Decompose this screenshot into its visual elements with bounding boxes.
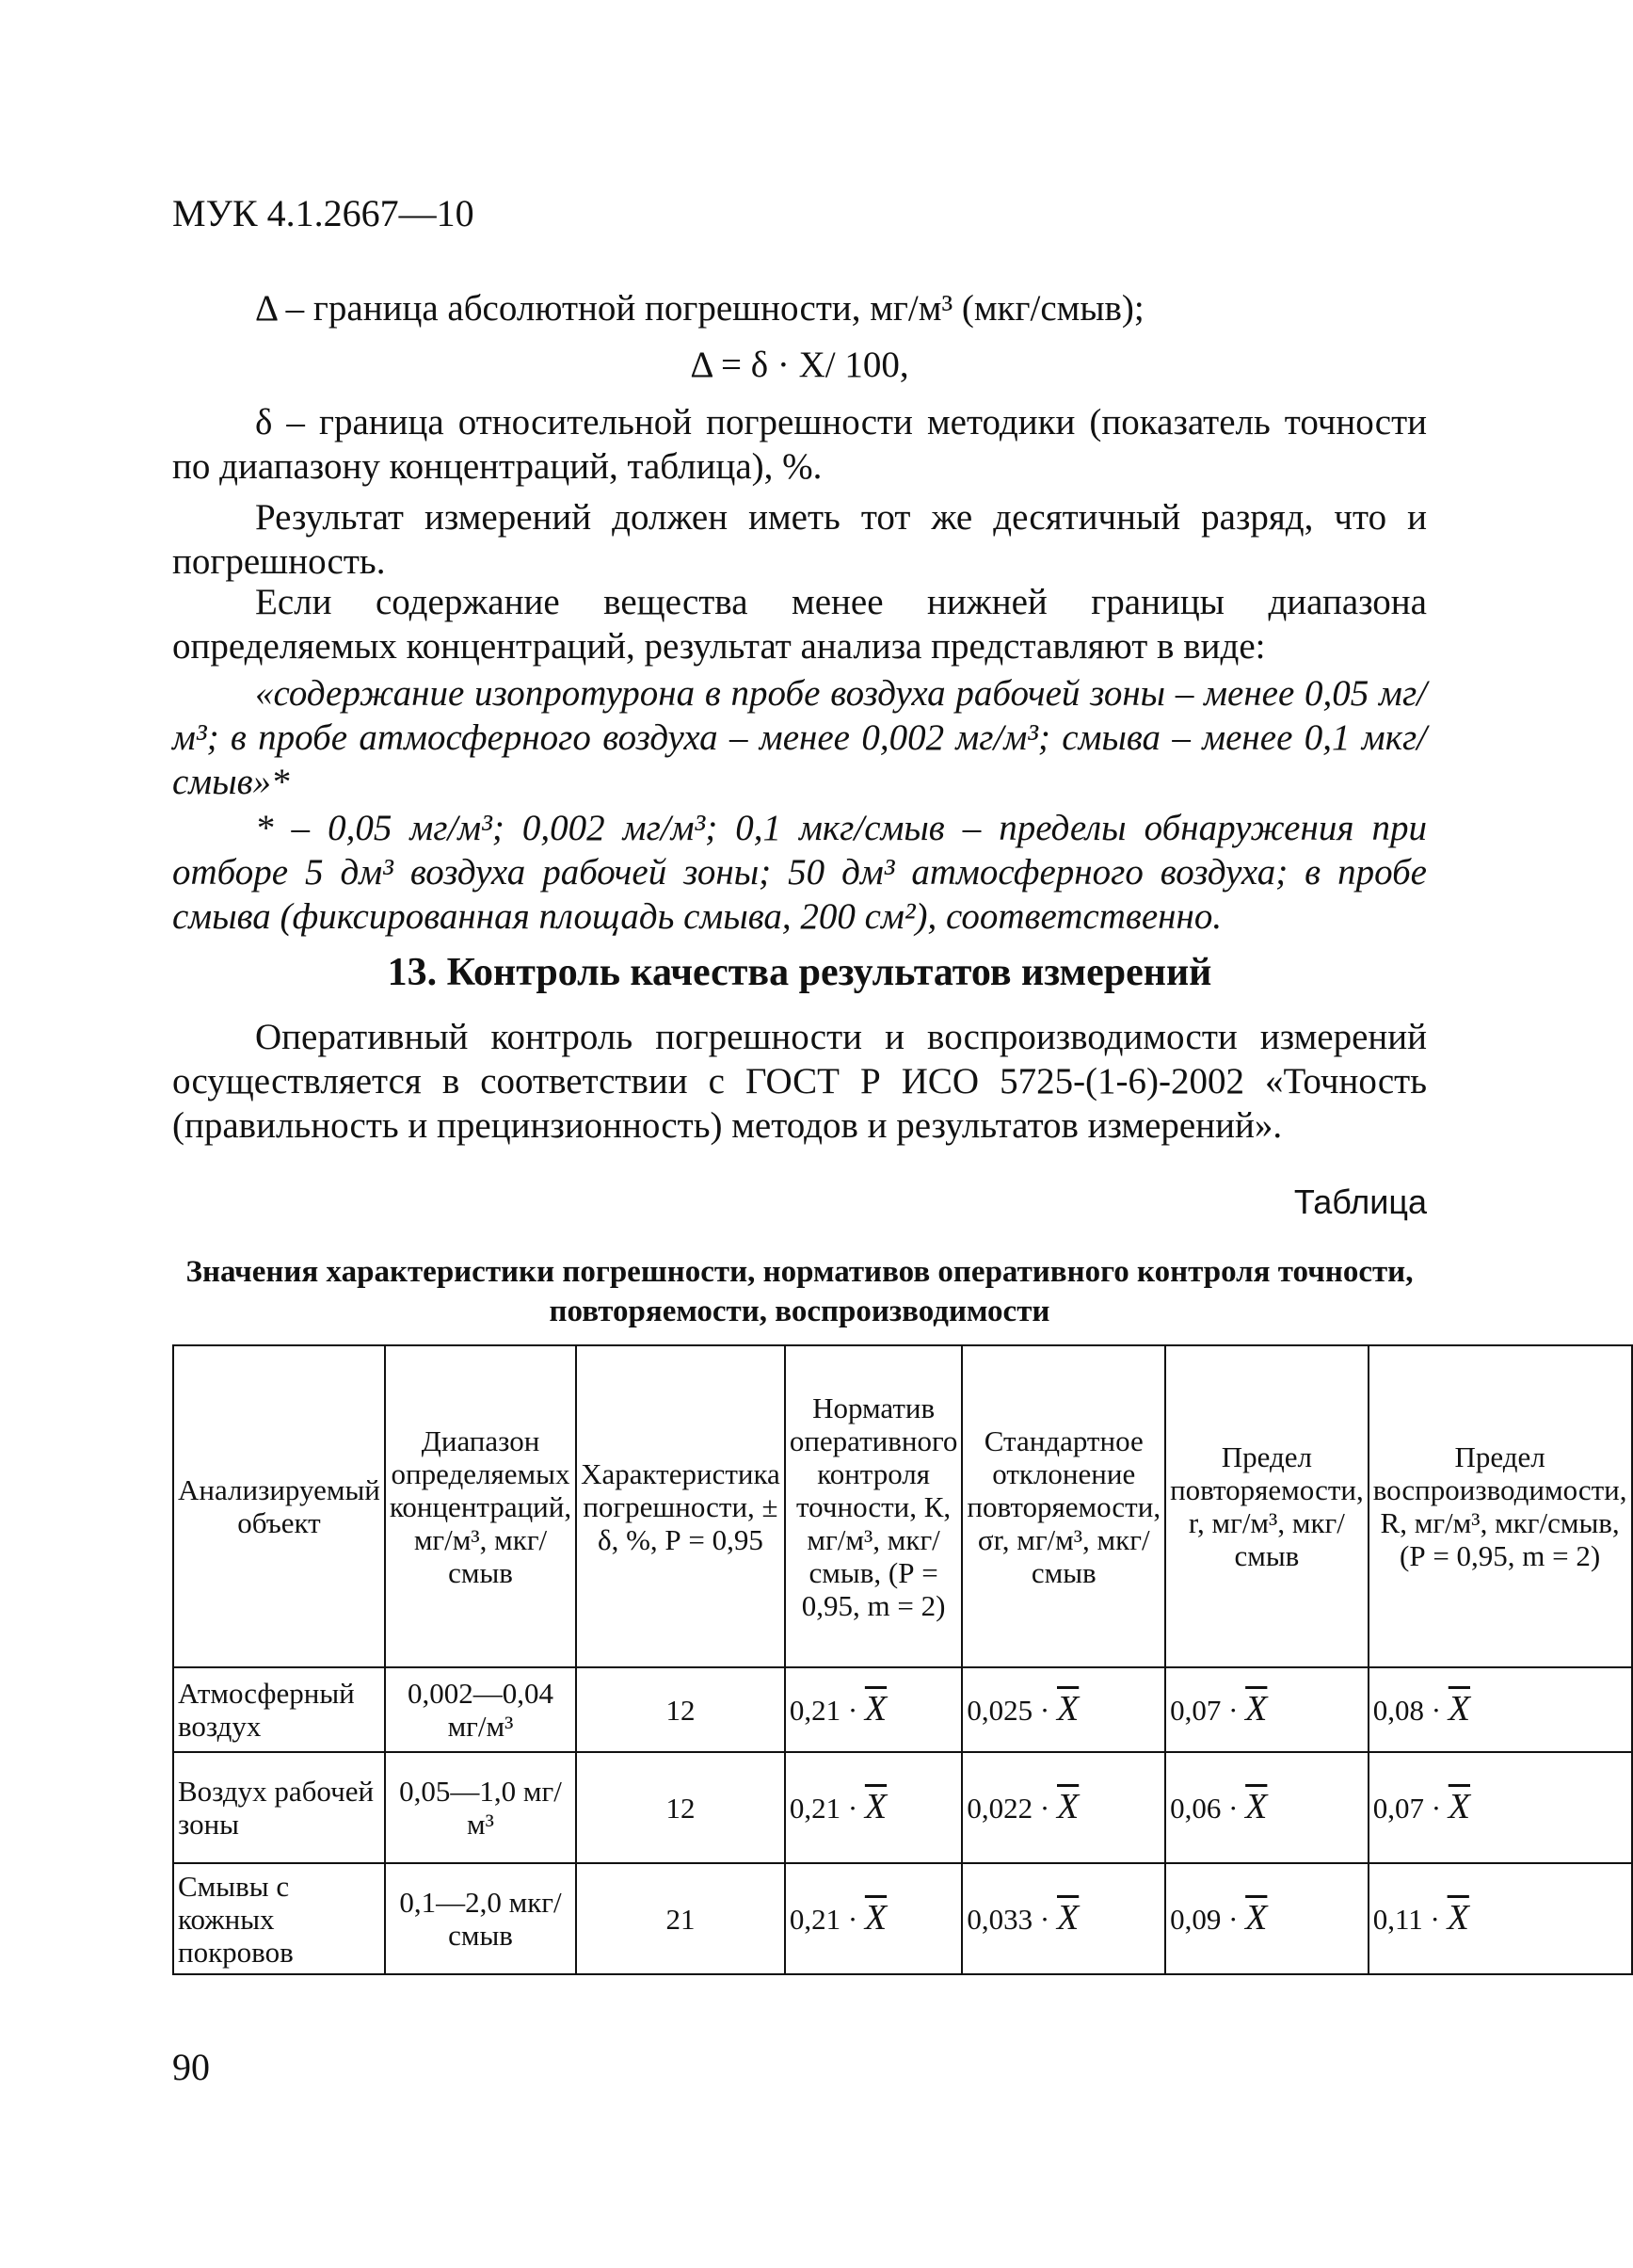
coefficient: 0,07 · (1372, 1792, 1442, 1825)
table-row (173, 1752, 1632, 1863)
table-header-row (173, 1345, 1632, 1667)
sigma-definition: δ – граница относительной погрешности методики (показатель точности по диапазону концентраций, таблица), %. (172, 402, 1427, 487)
table-title: Значения характеристики погрешности, нормативов оперативного контроля точности, повторяемости, воспроизводимости (185, 1255, 1414, 1328)
table-row (173, 1863, 1632, 1974)
cell-r (1165, 1667, 1369, 1752)
cell-r (1165, 1863, 1369, 1974)
cell-sr (962, 1667, 1165, 1752)
cell-delta: 12 (576, 1667, 785, 1752)
cell-R (1369, 1752, 1632, 1863)
coefficient: 0,09 · (1170, 1903, 1239, 1936)
cell-range: 0,002—0,04 мг/м³ (385, 1667, 576, 1752)
cell-range: 0,1—2,0 мкг/смыв (385, 1863, 576, 1974)
header-error-characteristic: Характеристика погрешности, ± δ, %, Р = 0,95 (576, 1345, 785, 1667)
below-range-paragraph: Если содержание вещества менее нижней границы диапазона определяемых концентраций, результат анализа представляют в виде: (172, 582, 1427, 667)
cell-delta: 12 (576, 1752, 785, 1863)
x-mean-symbol: $\overline{X}$ (864, 1898, 888, 1938)
x-mean-symbol: $\overline{X}$ (1448, 1689, 1470, 1729)
coefficient: 0,07 · (1170, 1694, 1239, 1727)
coefficient: 0,06 · (1170, 1792, 1239, 1825)
document-code: МУК 4.1.2667—10 (172, 192, 474, 234)
cell-object: Воздух рабочей зоны (173, 1752, 385, 1863)
delta-definition: Δ – граница абсолютной погрешности, мг/м³ (мкг/смыв); (255, 288, 1145, 329)
section-heading: 13. Контроль качества результатов измерений (387, 951, 1212, 994)
cell-range: 0,05—1,0 мг/м³ (385, 1752, 576, 1863)
x-mean-symbol: $\overline{X}$ (1057, 1787, 1080, 1826)
cell-object: Смывы с кожных покровов (173, 1863, 385, 1974)
cell-sr (962, 1752, 1165, 1863)
cell-k (785, 1667, 963, 1752)
error-characteristics-table (172, 1344, 1633, 1975)
coefficient: 0,21 · (789, 1792, 858, 1825)
cell-R (1369, 1667, 1632, 1752)
cell-sr (962, 1863, 1165, 1974)
cell-object: Атмосферный воздух (173, 1667, 385, 1752)
header-accuracy-standard: Норматив оперативного контроля точности, К, мг/м³, мкг/смыв, (Р = 0,95, m = 2) (785, 1345, 963, 1667)
x-mean-symbol: $\overline{X}$ (1057, 1898, 1080, 1938)
cell-r (1165, 1752, 1369, 1863)
section-paragraph: Оперативный контроль погрешности и воспроизводимости измерений осуществляется в соответствии с ГОСТ Р ИСО 5725-(1-6)-2002 «Точность (правильность и прецинзионность) методов и результатов измерений». (172, 1017, 1427, 1146)
coefficient: 0,08 · (1372, 1694, 1442, 1727)
page-number: 90 (172, 2046, 210, 2088)
coefficient: 0,022 · (967, 1792, 1050, 1825)
header-reproducibility-limit: Предел воспроизводимости, R, мг/м³, мкг/смыв, (Р = 0,95, m = 2) (1369, 1345, 1632, 1667)
x-mean-symbol: $\overline{X}$ (1448, 1787, 1470, 1826)
example-text: «содержание изопротурона в пробе воздуха рабочей зоны – менее 0,05 мг/м³; в пробе атмосферного воздуха – менее 0,002 мг/м³; смыва – менее 0,1 мкг/смыв»* (172, 673, 1427, 802)
header-analyzed-object: Анализируемый объект (173, 1345, 385, 1667)
x-mean-symbol: $\overline{X}$ (1245, 1898, 1268, 1938)
cell-k (785, 1752, 963, 1863)
coefficient: 0,21 · (789, 1694, 858, 1727)
x-mean-symbol: $\overline{X}$ (1245, 1689, 1268, 1729)
x-mean-symbol: $\overline{X}$ (864, 1689, 888, 1729)
coefficient: 0,11 · (1372, 1903, 1440, 1936)
footnote-text: * – 0,05 мг/м³; 0,002 мг/м³; 0,1 мкг/смыв – пределы обнаружения при отборе 5 дм³ воздуха рабочей зоны; 50 дм³ атмосферного воздуха; в пробе смыва (фиксированная площадь смыва, 200 см²), соответственно. (172, 808, 1427, 937)
table-label: Таблица (1293, 1182, 1427, 1221)
delta-formula: Δ = δ · Х/ 100, (690, 345, 909, 385)
header-repeatability-deviation: Стандартное отклонение повторяемости, σr, мг/м³, мкг/смыв (962, 1345, 1165, 1667)
x-mean-symbol: $\overline{X}$ (1447, 1898, 1469, 1938)
coefficient: 0,025 · (967, 1694, 1050, 1727)
table-row (173, 1667, 1632, 1752)
header-repeatability-limit: Предел повторяемости, r, мг/м³, мкг/смыв (1165, 1345, 1369, 1667)
cell-R (1369, 1863, 1632, 1974)
header-concentration-range: Диапазон определяемых концентраций, мг/м³, мкг/смыв (385, 1345, 576, 1667)
x-mean-symbol: $\overline{X}$ (1057, 1689, 1080, 1729)
cell-k (785, 1863, 963, 1974)
coefficient: 0,21 · (789, 1903, 858, 1936)
x-mean-symbol: $\overline{X}$ (1245, 1787, 1268, 1826)
x-mean-symbol: $\overline{X}$ (864, 1787, 888, 1826)
cell-delta: 21 (576, 1863, 785, 1974)
result-rule-paragraph: Результат измерений должен иметь тот же десятичный разряд, что и погрешность. (172, 497, 1427, 582)
coefficient: 0,033 · (967, 1903, 1050, 1936)
